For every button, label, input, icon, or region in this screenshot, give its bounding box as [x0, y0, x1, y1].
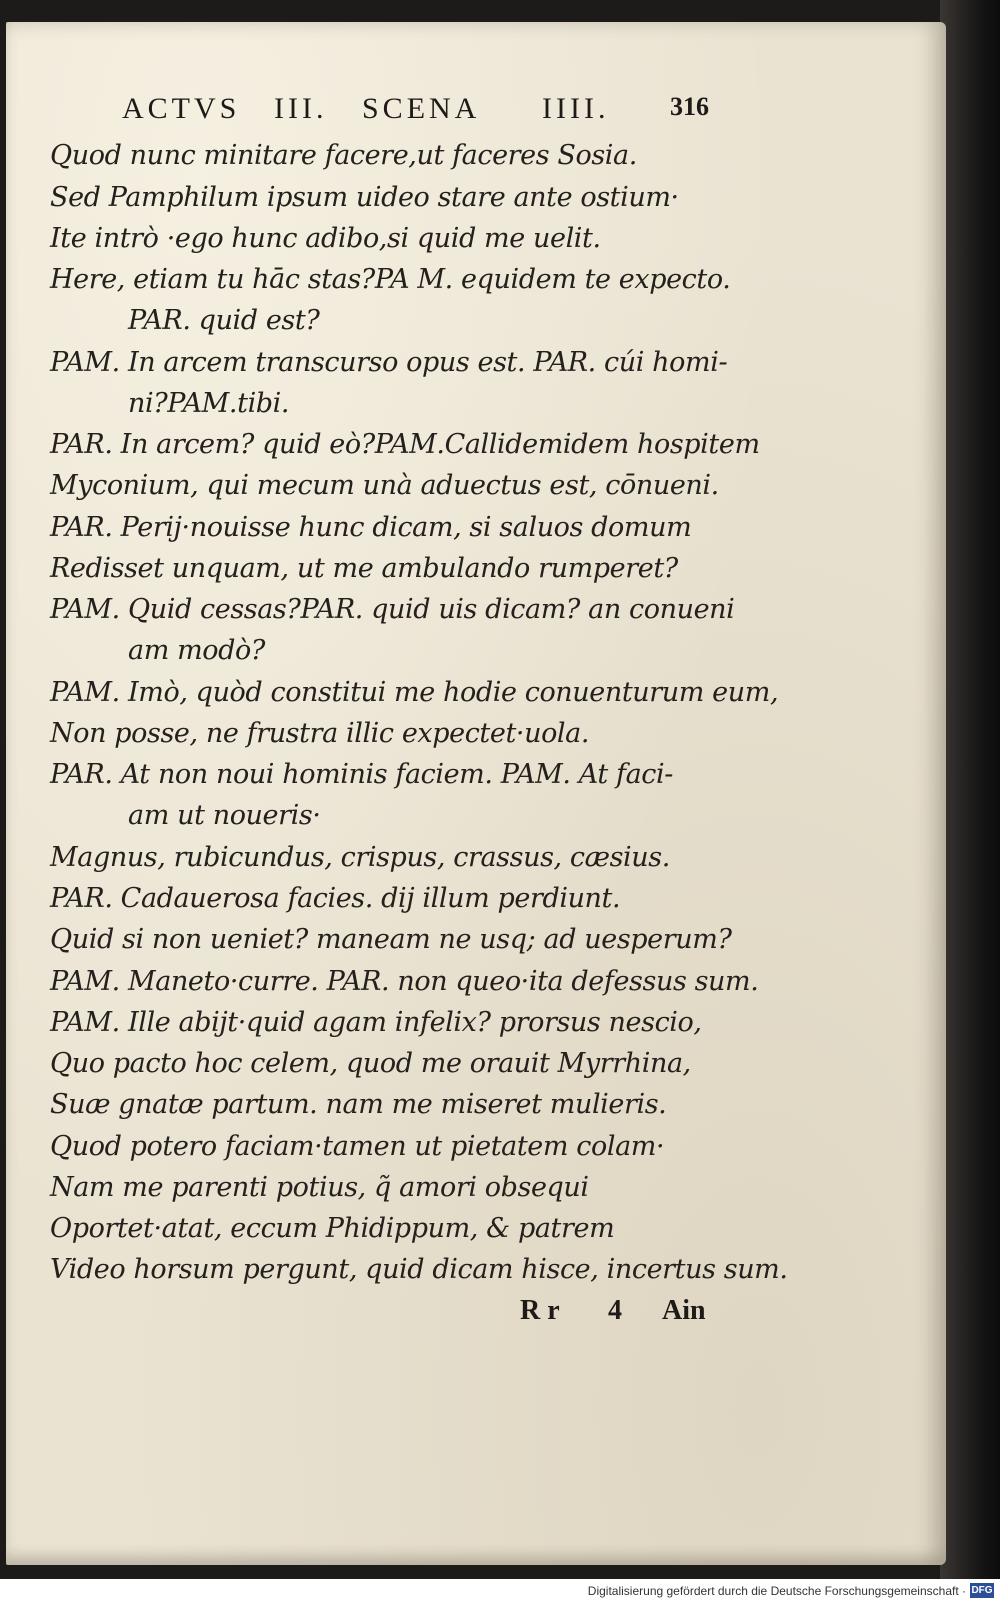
text-line: PAR. Cadauerosa facies. dij illum perdiunt.: [50, 883, 621, 914]
signature-number: 4: [608, 1295, 622, 1326]
running-header: [122, 92, 722, 136]
text-line: Magnus, rubicundus, crispus, crassus, cæsius.: [50, 842, 670, 873]
book-spine: [940, 0, 1000, 1580]
text-line: PAM. Imò, quòd constitui me hodie conuenturum eum,: [50, 677, 779, 708]
header-act: ACTVS: [122, 92, 241, 125]
text-line: PAM. Quid cessas?PAR. quid uis dicam? an conueni: [50, 594, 735, 625]
text-line: PAM. Maneto·curre. PAR. non queo·ita defessus sum.: [50, 966, 759, 997]
text-line: PAM. In arcem transcurso opus est. PAR. cúi homi-: [50, 347, 728, 378]
text-line: am ut noueris·: [128, 800, 321, 831]
signature-mark: R r: [520, 1295, 560, 1326]
text-line: Sed Pamphilum ipsum uideo stare ante ostium·: [50, 182, 679, 213]
header-scene-number: IIII.: [542, 92, 610, 125]
header-act-number: III.: [274, 92, 328, 125]
text-line: Quid si non ueniet? maneam ne usq; ad uesperum?: [50, 924, 732, 955]
text-line: am modò?: [128, 635, 265, 666]
funding-credit: Digitalisierung gefördert durch die Deutsche Forschungsgemeinschaft ·: [587, 1584, 966, 1598]
text-line: Oportet·atat, eccum Phidippum, & patrem: [50, 1213, 615, 1244]
text-line: Here, etiam tu hāc stas?PA M. equidem te expecto.: [50, 264, 731, 295]
text-line: Quod nunc minitare facere,ut faceres Sosia.: [50, 140, 637, 171]
dfg-logo-icon: DFG: [971, 1585, 993, 1596]
text-line: Suæ gnatæ partum. nam me miseret mulieris.: [50, 1089, 667, 1120]
text-line: Myconium, qui mecum unà aduectus est, cōnueni.: [50, 470, 719, 501]
text-line: Non posse, ne frustra illic expectet·uola.: [50, 718, 590, 749]
text-line: PAR. Perij·nouisse hunc dicam, si saluos domum: [50, 512, 692, 543]
catchword: Ain: [662, 1295, 706, 1326]
text-line: Video horsum pergunt, quid dicam hisce, incertus sum.: [50, 1254, 788, 1285]
text-line: Quo pacto hoc celem, quod me orauit Myrrhina,: [50, 1048, 691, 1079]
text-line: Redisset unquam, ut me ambulando rumperet?: [50, 553, 678, 584]
text-line: PAR. In arcem? quid eò?PAM.Callidemidem hospitem: [50, 429, 760, 460]
text-line: Nam me parenti potius, q̃ amori obsequi: [50, 1172, 589, 1203]
text-line: ni?PAM.tibi.: [128, 388, 290, 419]
credit-bar: [0, 1579, 1000, 1601]
text-line: PAR. At non noui hominis faciem. PAM. At faci-: [50, 759, 673, 790]
text-line: PAM. Ille abijt·quid agam infelix? prorsus nescio,: [50, 1007, 702, 1038]
text-line: Quod potero faciam·tamen ut pietatem colam·: [50, 1131, 665, 1162]
text-line: PAR. quid est?: [128, 305, 320, 336]
page-number: 316: [670, 92, 709, 121]
header-scene: SCENA: [362, 92, 481, 125]
text-line: Ite intrò ·ego hunc adibo,si quid me uelit.: [50, 223, 601, 254]
